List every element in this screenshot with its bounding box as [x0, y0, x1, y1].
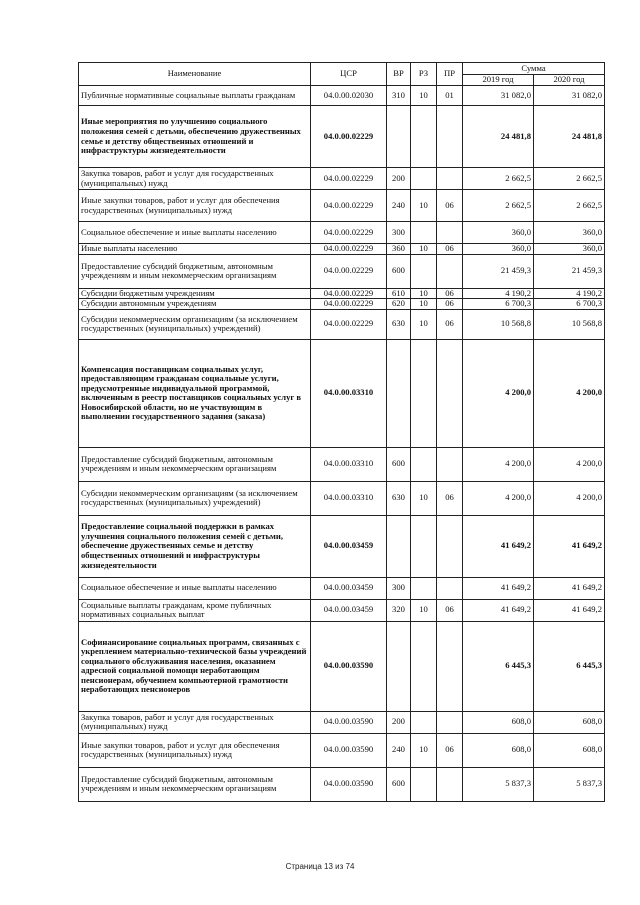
- row-amount-2020-cell: 41 649,2: [534, 599, 605, 621]
- row-csr-cell: 04.0.00.03459: [311, 599, 387, 621]
- row-amount-2019-cell: 24 481,8: [463, 106, 534, 168]
- row-pr-cell: 06: [437, 309, 463, 339]
- row-pr-cell: [437, 767, 463, 801]
- row-csr-cell: 04.0.00.02030: [311, 86, 387, 106]
- row-name-cell: Социальное обеспечение и иные выплаты населению: [79, 222, 311, 244]
- row-amount-2020-cell: 6 700,3: [534, 299, 605, 310]
- row-pr-cell: 01: [437, 86, 463, 106]
- row-rz-cell: 10: [411, 288, 437, 299]
- row-amount-2019-cell: 10 568,8: [463, 309, 534, 339]
- header-csr: ЦСР: [311, 63, 387, 86]
- row-amount-2019-cell: 21 459,3: [463, 254, 534, 288]
- row-pr-cell: 06: [437, 244, 463, 255]
- row-amount-2020-cell: 41 649,2: [534, 577, 605, 599]
- row-csr-cell: 04.0.00.03310: [311, 339, 387, 447]
- table-row: [79, 481, 605, 515]
- row-vr-cell: [387, 339, 411, 447]
- row-amount-2020-cell: 608,0: [534, 711, 605, 733]
- row-name-cell: Субсидии некоммерческим организациям (за исключением государственных (муниципальных) учреждений): [79, 309, 311, 339]
- table-row: [79, 288, 605, 299]
- row-vr-cell: [387, 621, 411, 711]
- row-name-cell: Социальное обеспечение и иные выплаты населению: [79, 577, 311, 599]
- row-pr-cell: [437, 577, 463, 599]
- row-amount-2020-cell: 10 568,8: [534, 309, 605, 339]
- header-name: Наименование: [79, 63, 311, 86]
- table-row: [79, 447, 605, 481]
- budget-table: [78, 62, 605, 802]
- row-amount-2020-cell: 2 662,5: [534, 168, 605, 190]
- table-row: [79, 299, 605, 310]
- row-amount-2019-cell: 2 662,5: [463, 190, 534, 222]
- row-pr-cell: [437, 168, 463, 190]
- row-name-cell: Предоставление социальной поддержки в рамках улучшения социального положения семей с детьми, обеспечение дружественных семье и детству общественных отношений и инфраструктуры жизнедеятельности: [79, 515, 311, 577]
- row-name-cell: Субсидии некоммерческим организациям (за исключением государственных (муниципальных) учреждений): [79, 481, 311, 515]
- row-amount-2020-cell: 24 481,8: [534, 106, 605, 168]
- table-row: [79, 767, 605, 801]
- row-rz-cell: [411, 222, 437, 244]
- row-vr-cell: 200: [387, 168, 411, 190]
- table-row: [79, 577, 605, 599]
- row-amount-2020-cell: 360,0: [534, 244, 605, 255]
- row-amount-2019-cell: 41 649,2: [463, 577, 534, 599]
- row-pr-cell: 06: [437, 288, 463, 299]
- row-pr-cell: [437, 254, 463, 288]
- row-pr-cell: [437, 339, 463, 447]
- row-pr-cell: [437, 621, 463, 711]
- row-amount-2019-cell: 4 200,0: [463, 447, 534, 481]
- table-row: [79, 106, 605, 168]
- row-rz-cell: [411, 168, 437, 190]
- row-amount-2020-cell: 31 082,0: [534, 86, 605, 106]
- row-vr-cell: 320: [387, 599, 411, 621]
- row-rz-cell: 10: [411, 733, 437, 767]
- row-csr-cell: 04.0.00.03459: [311, 515, 387, 577]
- table-row: [79, 599, 605, 621]
- row-amount-2020-cell: 4 190,2: [534, 288, 605, 299]
- row-vr-cell: [387, 515, 411, 577]
- table-row: [79, 244, 605, 255]
- row-csr-cell: 04.0.00.02229: [311, 106, 387, 168]
- row-amount-2020-cell: 4 200,0: [534, 339, 605, 447]
- row-amount-2019-cell: 41 649,2: [463, 515, 534, 577]
- row-rz-cell: [411, 577, 437, 599]
- row-vr-cell: 300: [387, 222, 411, 244]
- row-rz-cell: [411, 339, 437, 447]
- row-rz-cell: [411, 621, 437, 711]
- row-amount-2019-cell: 4 200,0: [463, 481, 534, 515]
- row-amount-2020-cell: 21 459,3: [534, 254, 605, 288]
- row-vr-cell: 600: [387, 254, 411, 288]
- row-pr-cell: 06: [437, 299, 463, 310]
- row-rz-cell: [411, 711, 437, 733]
- header-sum: Сумма: [463, 63, 605, 75]
- row-amount-2020-cell: 4 200,0: [534, 447, 605, 481]
- row-csr-cell: 04.0.00.03590: [311, 733, 387, 767]
- header-vr: ВР: [387, 63, 411, 86]
- row-pr-cell: [437, 222, 463, 244]
- row-name-cell: Предоставление субсидий бюджетным, автономным учреждениям и иным некоммерческим организациям: [79, 447, 311, 481]
- row-rz-cell: [411, 515, 437, 577]
- row-csr-cell: 04.0.00.03310: [311, 481, 387, 515]
- row-name-cell: Иные выплаты населению: [79, 244, 311, 255]
- row-name-cell: Предоставление субсидий бюджетным, автономным учреждениям и иным некоммерческим организациям: [79, 767, 311, 801]
- table-row: [79, 168, 605, 190]
- table-row: [79, 190, 605, 222]
- row-name-cell: Предоставление субсидий бюджетным, автономным учреждениям и иным некоммерческим организациям: [79, 254, 311, 288]
- row-pr-cell: [437, 106, 463, 168]
- row-vr-cell: [387, 106, 411, 168]
- row-amount-2019-cell: 608,0: [463, 711, 534, 733]
- row-name-cell: Иные закупки товаров, работ и услуг для обеспечения государственных (муниципальных) нужд: [79, 190, 311, 222]
- row-vr-cell: 240: [387, 733, 411, 767]
- row-name-cell: Публичные нормативные социальные выплаты гражданам: [79, 86, 311, 106]
- table-row: [79, 254, 605, 288]
- row-name-cell: Закупка товаров, работ и услуг для государственных (муниципальных) нужд: [79, 711, 311, 733]
- row-name-cell: Иные закупки товаров, работ и услуг для обеспечения государственных (муниципальных) нужд: [79, 733, 311, 767]
- header-year-2019: 2019 год: [463, 75, 534, 86]
- row-amount-2020-cell: 41 649,2: [534, 515, 605, 577]
- row-amount-2019-cell: 608,0: [463, 733, 534, 767]
- row-csr-cell: 04.0.00.03310: [311, 447, 387, 481]
- row-amount-2020-cell: 4 200,0: [534, 481, 605, 515]
- row-csr-cell: 04.0.00.03590: [311, 711, 387, 733]
- table-row: [79, 86, 605, 106]
- row-name-cell: Субсидии бюджетным учреждениям: [79, 288, 311, 299]
- row-vr-cell: 630: [387, 481, 411, 515]
- table-row: [79, 222, 605, 244]
- row-csr-cell: 04.0.00.02229: [311, 288, 387, 299]
- row-pr-cell: [437, 447, 463, 481]
- row-csr-cell: 04.0.00.02229: [311, 222, 387, 244]
- header-rz: РЗ: [411, 63, 437, 86]
- row-pr-cell: 06: [437, 481, 463, 515]
- row-csr-cell: 04.0.00.03590: [311, 767, 387, 801]
- row-rz-cell: 10: [411, 599, 437, 621]
- row-amount-2019-cell: 5 837,3: [463, 767, 534, 801]
- row-rz-cell: [411, 254, 437, 288]
- row-vr-cell: 620: [387, 299, 411, 310]
- row-vr-cell: 360: [387, 244, 411, 255]
- row-pr-cell: [437, 515, 463, 577]
- row-amount-2020-cell: 608,0: [534, 733, 605, 767]
- row-csr-cell: 04.0.00.02229: [311, 309, 387, 339]
- row-amount-2019-cell: 360,0: [463, 244, 534, 255]
- row-amount-2019-cell: 4 190,2: [463, 288, 534, 299]
- row-rz-cell: [411, 767, 437, 801]
- row-rz-cell: 10: [411, 299, 437, 310]
- row-rz-cell: 10: [411, 309, 437, 339]
- row-csr-cell: 04.0.00.02229: [311, 244, 387, 255]
- row-vr-cell: 630: [387, 309, 411, 339]
- row-rz-cell: [411, 106, 437, 168]
- row-pr-cell: 06: [437, 190, 463, 222]
- row-pr-cell: 06: [437, 733, 463, 767]
- table-row: [79, 733, 605, 767]
- table-row: [79, 515, 605, 577]
- header-year-2020: 2020 год: [534, 75, 605, 86]
- table-row: [79, 339, 605, 447]
- row-amount-2019-cell: 2 662,5: [463, 168, 534, 190]
- row-csr-cell: 04.0.00.03590: [311, 621, 387, 711]
- row-amount-2019-cell: 6 700,3: [463, 299, 534, 310]
- row-name-cell: Компенсация поставщикам социальных услуг, предоставляющим гражданам социальные услуги, предусмотренные индивидуальной программой, включенным в реестр поставщиков социальных услуг в Новосибирской области, но не участвующим в выполнении государственного задания (заказа): [79, 339, 311, 447]
- row-amount-2019-cell: 31 082,0: [463, 86, 534, 106]
- row-rz-cell: 10: [411, 244, 437, 255]
- row-vr-cell: 300: [387, 577, 411, 599]
- row-rz-cell: 10: [411, 86, 437, 106]
- row-rz-cell: 10: [411, 481, 437, 515]
- row-pr-cell: 06: [437, 599, 463, 621]
- row-vr-cell: 600: [387, 767, 411, 801]
- row-amount-2020-cell: 5 837,3: [534, 767, 605, 801]
- row-name-cell: Софинансирование социальных программ, связанных с укреплением материально-технической базы учреждений социального обслуживания населения, оказанием адресной социальной помощи неработающим пенсионерам, обучением компьютерной грамотности неработающих пенсионеров: [79, 621, 311, 711]
- row-vr-cell: 200: [387, 711, 411, 733]
- row-csr-cell: 04.0.00.02229: [311, 168, 387, 190]
- header-pr: ПР: [437, 63, 463, 86]
- row-name-cell: Социальные выплаты гражданам, кроме публичных нормативных социальных выплат: [79, 599, 311, 621]
- page-footer: Страница 13 из 74: [285, 862, 355, 871]
- row-pr-cell: [437, 711, 463, 733]
- row-amount-2019-cell: 360,0: [463, 222, 534, 244]
- table-row: [79, 621, 605, 711]
- table-header: [79, 63, 605, 86]
- row-vr-cell: 610: [387, 288, 411, 299]
- row-amount-2020-cell: 360,0: [534, 222, 605, 244]
- table-body: [79, 86, 605, 802]
- row-csr-cell: 04.0.00.02229: [311, 299, 387, 310]
- row-vr-cell: 310: [387, 86, 411, 106]
- row-amount-2019-cell: 41 649,2: [463, 599, 534, 621]
- row-amount-2020-cell: 6 445,3: [534, 621, 605, 711]
- row-name-cell: Закупка товаров, работ и услуг для государственных (муниципальных) нужд: [79, 168, 311, 190]
- table-row: [79, 711, 605, 733]
- row-amount-2020-cell: 2 662,5: [534, 190, 605, 222]
- row-rz-cell: [411, 447, 437, 481]
- row-amount-2019-cell: 4 200,0: [463, 339, 534, 447]
- row-csr-cell: 04.0.00.03459: [311, 577, 387, 599]
- row-vr-cell: 600: [387, 447, 411, 481]
- table-row: [79, 309, 605, 339]
- row-vr-cell: 240: [387, 190, 411, 222]
- row-csr-cell: 04.0.00.02229: [311, 254, 387, 288]
- row-csr-cell: 04.0.00.02229: [311, 190, 387, 222]
- row-amount-2019-cell: 6 445,3: [463, 621, 534, 711]
- row-name-cell: Субсидии автономным учреждениям: [79, 299, 311, 310]
- row-rz-cell: 10: [411, 190, 437, 222]
- row-name-cell: Иные мероприятия по улучшению социального положения семей с детьми, обеспечению дружественных семье и детству общественных отношений и инфраструктуры жизнедеятельности: [79, 106, 311, 168]
